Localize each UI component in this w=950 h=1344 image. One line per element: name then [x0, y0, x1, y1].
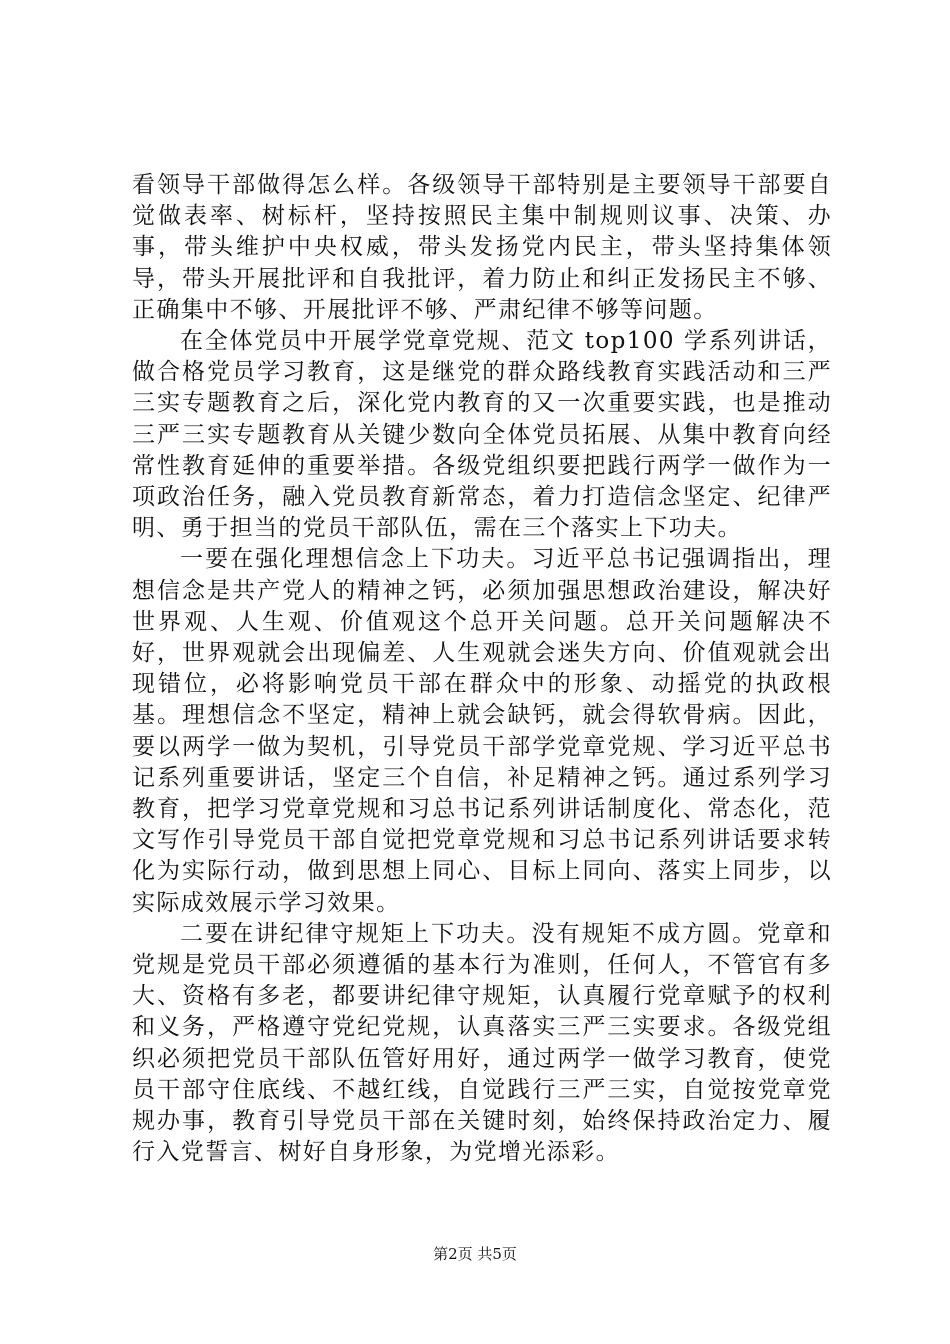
body-text [132, 170, 832, 1169]
paragraph-ideals-beliefs: 一要在强化理想信念上下功夫。习近平总书记强调指出，理想信念是共产党人的精神之钙，必须加强思想政治建设，解决好世界观、人生观、价值观这个总开关问题。总开关问题解决不好，世界观就会出现偏差、人生观就会迷失方向、价值观就会出现错位，必将影响党员干部在群众中的形象、动摇党的执政根基。理想信念不坚定，精神上就会缺钙，就会得软骨病。因此，要以两学一做为契机，引导党员干部学党章党规、学习近平总书记系列重要讲话，坚定三个自信，补足精神之钙。通过系列学习教育，把学习党章党规和习总书记系列讲话制度化、常态化，范文写作引导党员干部自觉把党章党规和习总书记系列讲话要求转化为实际行动，做到思想上同心、目标上同向、落实上同步，以实际成效展示学习效果。 [132, 546, 832, 916]
paragraph-discipline-rules: 二要在讲纪律守规矩上下功夫。没有规矩不成方圆。党章和党规是党员干部必须遵循的基本行为准则，任何人，不管官有多大、资格有多老，都要讲纪律守规矩，认真履行党章赋予的权利和义务，严格遵守党纪党规，认真落实三严三实要求。各级党组织必须把党员干部队伍管好用好，通过两学一做学习教育，使党员干部守住底线、不越红线，自觉践行三严三实，自觉按党章党规办事，教育引导党员干部在关键时刻，始终保持政治定力、履行入党誓言、树好自身形象，为党增光添彩。 [132, 920, 832, 1166]
paragraph-continuation: 看领导干部做得怎么样。各级领导干部特别是主要领导干部要自觉做表率、树标杆，坚持按照民主集中制规则议事、决策、办事，带头维护中央权威，带头发扬党内民主，带头坚持集体领导，带头开展批评和自我批评，着力防止和纠正发扬民主不够、正确集中不够、开展批评不够、严肃纪律不够等问题。 [132, 172, 832, 323]
page-number-footer: 第2页 共5页 [433, 1245, 517, 1263]
paragraph-study-education: 在全体党员中开展学党章党规、范文 top100 学系列讲话，做合格党员学习教育，这是继党的群众路线教育实践活动和三严三实专题教育之后，深化党内教育的又一次重要实践，也是推动三严三实专题教育从关键少数向全体党员拓展、从集中教育向经常性教育延伸的重要举措。各级党组织要把践行两学一做作为一项政治任务，融入党员教育新常态，着力打造信念坚定、纪律严明、勇于担当的党员干部队伍，需在三个落实上下功夫。 [132, 328, 832, 542]
